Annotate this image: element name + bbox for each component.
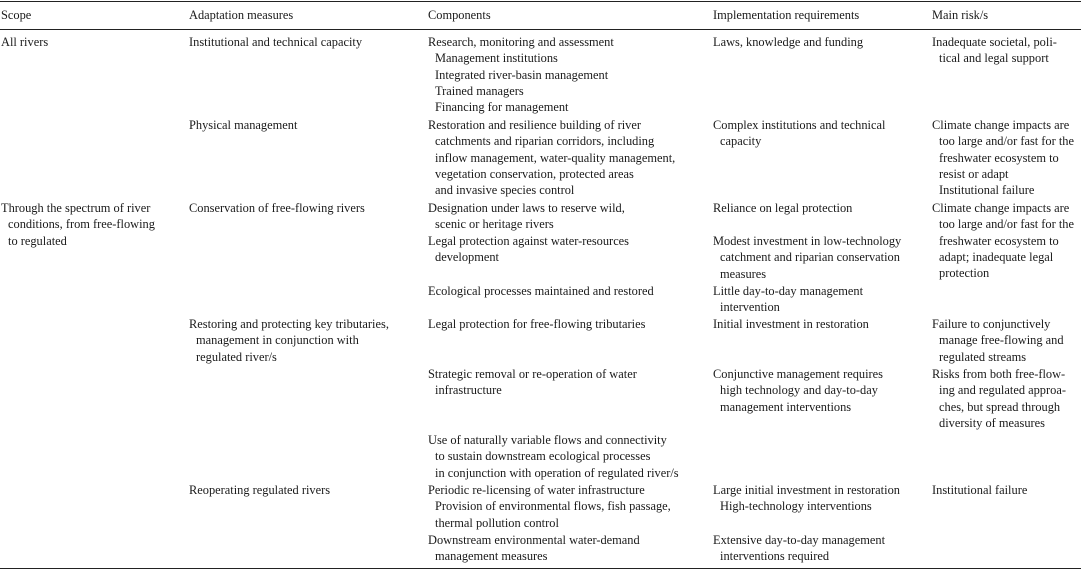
risk-institutional-failure: Institutional failure <box>932 483 1028 497</box>
header-implementation-requirements: Implementation requirements <box>713 8 860 22</box>
header-adaptation-measures: Adaptation measures <box>189 8 294 22</box>
risk-inadequate-support: Inadequate societal, poli- tical and legal support <box>932 35 1057 66</box>
implementation-large-initial-investment: Large initial investment in restoration High-technology interventions <box>713 483 900 514</box>
risk-conjunctive-failure: Failure to conjunctively manage free-flowing and regulated streams <box>932 317 1064 364</box>
implementation-little-management: Little day-to-day management intervention <box>713 284 864 315</box>
adaptation-physical-management: Physical management <box>189 118 298 132</box>
header-main-risks: Main risk/s <box>932 8 989 22</box>
implementation-modest-investment: Modest investment in low-technology catchment and riparian conservation measures <box>713 234 902 281</box>
header-scope: Scope <box>1 8 32 22</box>
component-relicensing-environmental-flows: Periodic re-licensing of water infrastructure Provision of environmental flows, fish passage, thermal pollution control <box>428 483 671 530</box>
scope-all-rivers: All rivers <box>1 35 49 49</box>
component-ecological-processes: Ecological processes maintained and restored <box>428 284 654 298</box>
implementation-complex-institutions: Complex institutions and technical capacity <box>713 118 886 149</box>
header-components: Components <box>428 8 491 22</box>
risk-both-approaches: Risks from both free-flow- ing and regulated approa- ches, but spread through diversity of measures <box>932 367 1066 430</box>
implementation-extensive-management: Extensive day-to-day management interventions required <box>713 533 886 564</box>
component-downstream-water-demand: Downstream environmental water-demand management measures <box>428 533 640 564</box>
implementation-laws-knowledge-funding: Laws, knowledge and funding <box>713 35 864 49</box>
scope-spectrum-of-river-conditions: Through the spectrum of river conditions, from free-flowing to regulated <box>1 201 155 248</box>
component-legal-protection-development: Legal protection against water-resources development <box>428 234 630 265</box>
component-capacity-list: Research, monitoring and assessment Management institutions Integrated river-basin management Trained managers Financing for management <box>428 35 614 115</box>
risk-climate-change-adapt: Climate change impacts are too large and/or fast for the freshwater ecosystem to adapt; inadequate legal protection <box>932 201 1074 281</box>
component-naturally-variable-flows: Use of naturally variable flows and connectivity to sustain downstream ecological processes in conjunction with operation of regulated river/s <box>428 433 679 480</box>
adaptation-reoperating-regulated-rivers: Reoperating regulated rivers <box>189 483 331 497</box>
table-top-rule <box>0 1 1081 2</box>
adaptation-conservation-free-flowing-rivers: Conservation of free-flowing rivers <box>189 201 365 215</box>
table-bottom-rule <box>0 568 1081 569</box>
component-designation-under-laws: Designation under laws to reserve wild, scenic or heritage rivers <box>428 201 625 232</box>
component-restoration-resilience: Restoration and resilience building of river catchments and riparian corridors, including inflow management, water-quality management, vegetation conservation, protected areas and invasive species control <box>428 118 676 198</box>
risk-climate-change-resist: Climate change impacts are too large and/or fast for the freshwater ecosystem to resist or adapt Institutional failure <box>932 118 1074 198</box>
implementation-conjunctive-management: Conjunctive management requires high technology and day-to-day management interventions <box>713 367 883 414</box>
component-legal-protection-tributaries: Legal protection for free-flowing tributaries <box>428 317 646 331</box>
table-header-rule <box>0 29 1081 30</box>
implementation-initial-investment: Initial investment in restoration <box>713 317 869 331</box>
implementation-reliance-legal-protection: Reliance on legal protection <box>713 201 853 215</box>
adaptation-restoring-key-tributaries: Restoring and protecting key tributaries, management in conjunction with regulated river/s <box>189 317 389 364</box>
adaptation-institutional-technical-capacity: Institutional and technical capacity <box>189 35 363 49</box>
component-strategic-removal: Strategic removal or re-operation of water infrastructure <box>428 367 637 398</box>
